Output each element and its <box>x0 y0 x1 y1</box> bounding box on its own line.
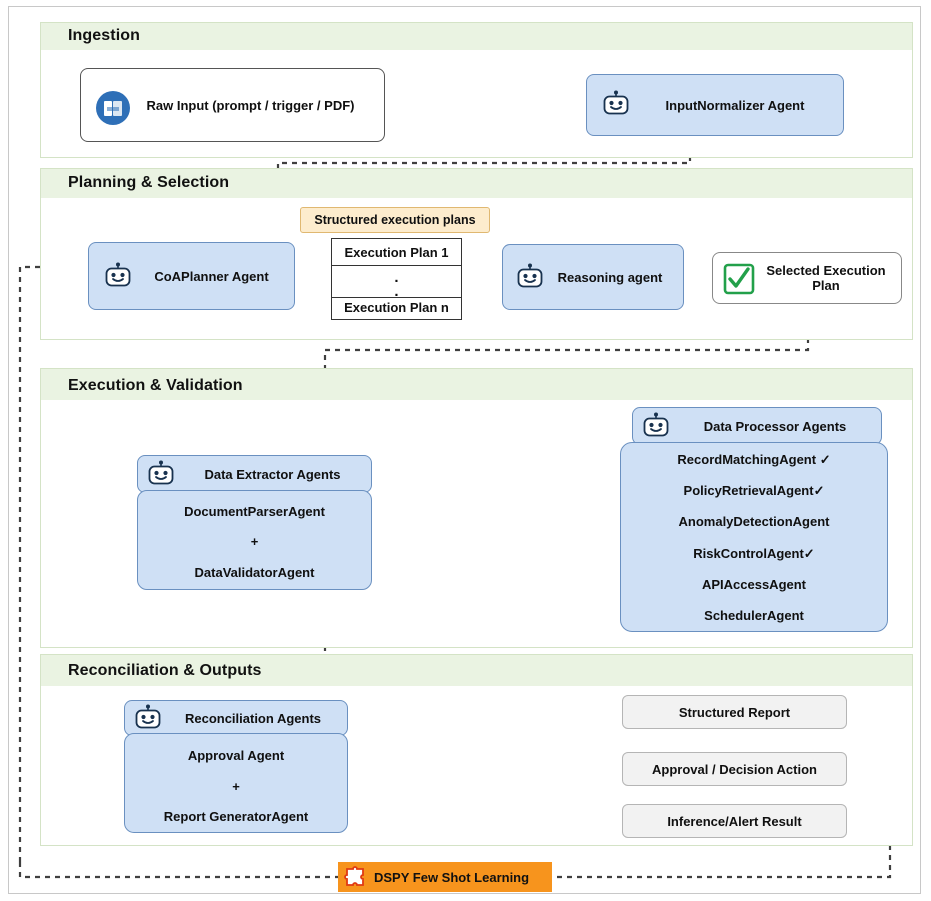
execution-plan-first: Execution Plan 1 <box>344 245 449 260</box>
scheduler-agent-label: SchedulerAgent <box>704 608 804 623</box>
output-inference-alert-label: Inference/Alert Result <box>667 813 802 829</box>
input-normalizer-node[interactable] <box>586 74 844 136</box>
data-validator-agent-label: DataValidatorAgent <box>194 565 315 580</box>
reasoning-agent-node[interactable] <box>502 244 684 310</box>
data-processor-group-header[interactable] <box>632 407 882 445</box>
report-generator-agent-label: Report GeneratorAgent <box>163 809 309 824</box>
reconciliation-group-header[interactable] <box>124 700 348 736</box>
anomaly-detection-agent-label: AnomalyDetectionAgent <box>678 514 830 529</box>
output-structured-report[interactable] <box>622 695 847 729</box>
document-scan-icon <box>95 90 131 126</box>
extractor-plus-sign: + <box>250 534 259 549</box>
dspy-label: DSPY Few Shot Learning <box>374 869 530 885</box>
coaplanner-node[interactable] <box>88 242 295 310</box>
band-title-ingestion: Ingestion <box>68 27 141 44</box>
execution-plan-stack[interactable] <box>331 238 462 320</box>
structured-plans-caption <box>300 207 490 233</box>
data-processor-body[interactable] <box>620 442 888 632</box>
data-processor-group-label: Data Processor Agents <box>703 418 847 434</box>
robot-icon <box>146 460 176 490</box>
robot-icon <box>103 262 133 292</box>
approval-agent-label: Approval Agent <box>187 748 285 763</box>
green-check-box-icon <box>723 263 755 295</box>
band-title-execution: Execution & Validation <box>68 377 243 394</box>
robot-icon <box>641 412 671 442</box>
output-inference-alert[interactable] <box>622 804 847 838</box>
coaplanner-label: CoAPlanner Agent <box>154 268 269 284</box>
structured-plans-caption-label: Structured execution plans <box>314 213 476 227</box>
dspy-bar[interactable] <box>338 862 552 892</box>
reconciliation-plus-sign: + <box>232 779 240 794</box>
data-extractor-group-header[interactable] <box>137 455 372 493</box>
puzzle-piece-icon <box>344 866 366 888</box>
robot-icon <box>601 90 631 120</box>
robot-icon <box>515 263 545 293</box>
risk-control-agent-label: RiskControlAgent✓ <box>693 546 815 561</box>
raw-input-node[interactable] <box>80 68 385 142</box>
plan-divider-bottom <box>332 297 461 298</box>
output-structured-report-label: Structured Report <box>678 704 791 720</box>
plan-divider-top <box>332 265 461 266</box>
reasoning-agent-label: Reasoning agent <box>557 269 663 285</box>
band-title-planning: Planning & Selection <box>68 174 230 191</box>
plan-dot-1: . <box>394 269 399 286</box>
plan-dot-2: . <box>394 283 399 300</box>
output-approval-decision-label: Approval / Decision Action <box>652 761 817 777</box>
selected-plan-label: Selected Execution Plan <box>766 263 886 293</box>
input-normalizer-label: InputNormalizer Agent <box>665 97 805 113</box>
record-matching-agent-label: RecordMatchingAgent ✓ <box>677 452 831 467</box>
output-approval-decision[interactable] <box>622 752 847 786</box>
document-parser-agent-label: DocumentParserAgent <box>184 504 325 519</box>
raw-input-label: Raw Input (prompt / trigger / PDF) <box>146 97 355 113</box>
reconciliation-group-label: Reconciliation Agents <box>184 710 322 726</box>
band-title-reconciliation: Reconciliation & Outputs <box>68 662 262 679</box>
api-access-agent-label: APIAccessAgent <box>701 577 807 592</box>
execution-plan-last: Execution Plan n <box>344 300 449 315</box>
robot-icon <box>133 704 163 734</box>
policy-retrieval-agent-label: PolicyRetrievalAgent✓ <box>683 483 825 498</box>
selected-plan-node[interactable] <box>712 252 902 304</box>
data-extractor-group-label: Data Extractor Agents <box>204 466 341 482</box>
